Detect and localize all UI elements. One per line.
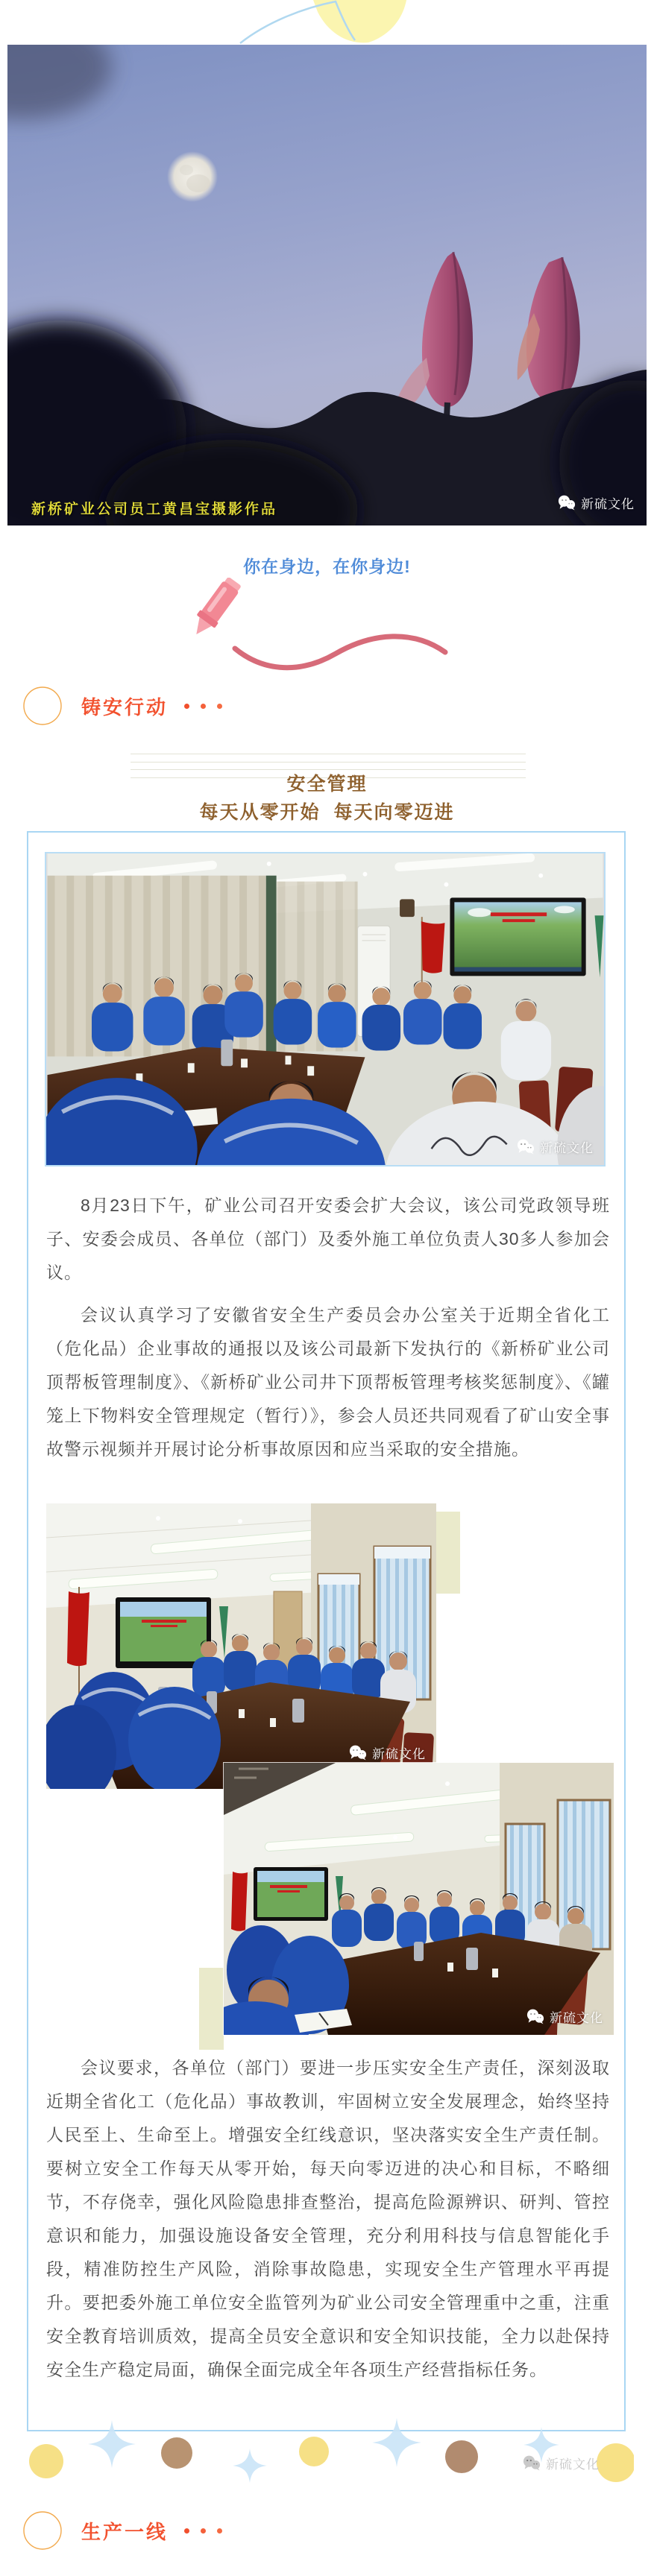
beige-accent-block [436,1512,460,1594]
hero-watermark: 新硫文化 [557,493,635,512]
hero-photo-caption: 新桥矿业公司员工黄昌宝摄影作品 [31,502,278,517]
hero-photo-moon-lotus[interactable] [7,45,647,525]
meeting-photo-1[interactable] [45,852,606,1167]
article-title: 安全管理 [286,774,368,795]
wechat-logo-icon [557,495,576,511]
footer-watermark: 新硫文化 [522,2454,600,2472]
photo-watermark: 新硫文化 [526,2007,603,2026]
three-dots-icon [184,2528,222,2534]
wechat-logo-icon [348,1745,368,1761]
meeting-photo-3[interactable] [224,1763,614,2035]
crayon-doodle-icon [183,578,481,675]
section-label: 生产一线 [81,2520,169,2543]
photo-watermark: 新硫文化 [516,1137,594,1156]
three-dots-icon [184,704,222,709]
meeting-photo-2[interactable] [46,1503,436,1789]
paragraph-1: 8月23日下午，矿业公司召开安委会扩大会议，该公司党政领导班子、安委会成员、各单位（部门）及委外施工单位负责人30多人参加会议。 [46,1196,610,1282]
photo-watermark: 新硫文化 [348,1743,426,1762]
wechat-logo-icon [516,1139,535,1155]
orange-arc-icon [11,2498,71,2563]
tagline: 你在身边，在你身边! [243,557,411,576]
top-leaf-decoration [224,0,433,46]
wechat-logo-icon [522,2455,541,2471]
paragraph-3: 会议要求，各单位（部门）要进一步压实安全生产责任，深刻汲取近期全省化工（危化品）事故教训，牢固树立安全发展理念，始终坚持人民至上、生命至上。增强安全红线意识，坚决落实安全生产责任制。要树立安全工作每天从零开始，每天向零迈进的决心和目标，不略细节，不存侥幸，强化风险隐患排查整治，提高危险源辨识、研判、管控意识和能力，加强设施设备安全管理，充分利用科技与信息智能化手段，精准防控生产风险，消除事故隐患，实现安全生产管理水平再提升。要把委外施工单位安全监管列为矿业公司安全管理重中之重，注重安全教育培训质效，提高全员安全意识和安全知识技能，全力以赴保持安全生产稳定局面，确保全面完成全年各项生产经营指标任务。 [46,2058,610,2379]
beige-accent-block [199,1968,224,2050]
section-header-production-line [11,2498,222,2563]
paragraph-2: 会议认真学习了安徽省安全生产委员会办公室关于近期全省化工（危化品）企业事故的通报以及该公司最新下发执行的《新桥矿业公司顶帮板管理制度》、《新桥矿业公司井下顶帮板管理考核奖惩制度》、《罐笼上下物料安全管理规定（暂行）》，参会人员还共同观看了矿山安全事故警示视频并开展讨论分析事故原因和应当采取的安全措施。 [46,1305,610,1459]
orange-arc-icon [11,674,71,738]
wechat-logo-icon [526,2009,545,2024]
section-header-casting-safety [11,674,222,738]
section-label: 铸安行动 [81,695,169,719]
rule-line [131,762,526,763]
article-subtitle: 每天从零开始 每天向零迈进 [199,802,455,823]
